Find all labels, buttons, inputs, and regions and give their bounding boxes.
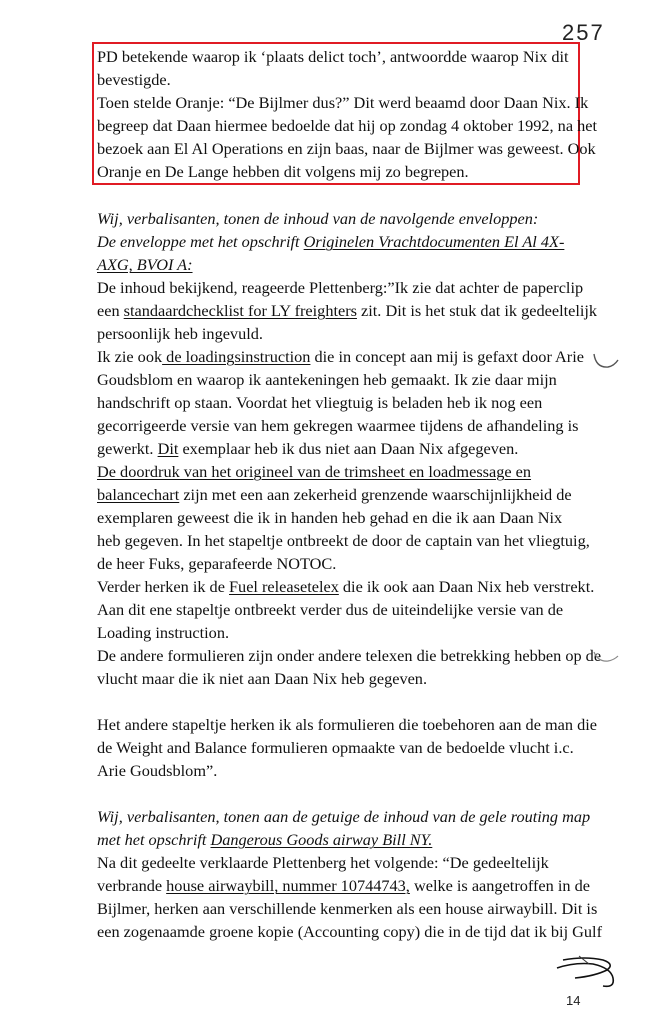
text-line-underlined: De doordruk van het origineel van de trimsheet en loadmessage en: [97, 462, 532, 481]
margin-check-mark-icon: [592, 350, 622, 374]
text-line: Bijlmer, herken aan verschillende kenmerken als een house airwaybill. Dit is: [97, 899, 598, 918]
text-line: de Weight and Balance formulieren opmaakte van de bedoelde vlucht i.c.: [97, 738, 574, 757]
underlined-term: standaardchecklist for LY freighters: [123, 301, 357, 320]
text-line: Het andere stapeltje herken ik als formulieren die toebehoren aan de man die: [97, 715, 597, 734]
text-line: vlucht maar die ik niet aan Daan Nix heb gegeven.: [97, 669, 428, 688]
text-line: [97, 485, 572, 505]
text-line: De andere formulieren zijn onder andere telexen die betrekking hebben op de: [97, 646, 602, 665]
routing-map-heading: [97, 830, 432, 850]
text: die in concept aan mij is gefaxt door Arie: [310, 347, 584, 366]
text: zijn met een aan zekerheid grenzende waarschijnlijkheid de: [179, 485, 572, 504]
underlined-title: Originelen Vrachtdocumenten El Al 4X-: [303, 232, 565, 251]
verbalisanten-intro: Wij, verbalisanten, tonen aan de getuige de inhoud van de gele routing map: [97, 807, 591, 826]
text: welke is aangetroffen in de: [409, 876, 590, 895]
text-line: [97, 577, 594, 597]
text-line: [97, 439, 518, 459]
text-line: de heer Fuks, geparafeerde NOTOC.: [97, 554, 337, 573]
text: exemplaar heb ik dus niet aan Daan Nix afgegeven.: [178, 439, 519, 458]
underlined-term: house airwaybill, nummer 10744743,: [166, 876, 410, 895]
envelope-heading-cont: [97, 255, 193, 275]
text-line: persoonlijk heb ingevuld.: [97, 324, 263, 343]
underlined-term: Dit: [157, 439, 179, 458]
text-line: De inhoud bekijkend, reageerde Plettenberg:”Ik zie dat achter de paperclip: [97, 278, 584, 297]
text-line: Arie Goudsblom”.: [97, 761, 218, 780]
text-line: exemplaren geweest die ik in handen heb gehad en die ik aan Daan Nix: [97, 508, 563, 527]
text-line: Oranje en De Lange hebben dit volgens mij zo begrepen.: [97, 162, 469, 181]
text: een: [97, 301, 124, 320]
text: zit. Dit is het stuk dat ik gedeeltelijk: [356, 301, 598, 320]
page-number: 14: [566, 993, 581, 1008]
envelope-heading: [97, 232, 564, 252]
text: met het opschrift: [97, 830, 211, 849]
text: Verder herken ik de: [97, 577, 229, 596]
page-stamp: 257: [562, 20, 605, 45]
text-line: [97, 347, 584, 367]
text-line: bevestigde.: [97, 70, 171, 89]
text: gewerkt.: [97, 439, 158, 458]
text-line: bezoek aan El Al Operations en zijn baas, naar de Bijlmer was geweest. Ook: [97, 139, 596, 158]
text-line: Loading instruction.: [97, 623, 230, 642]
text-line: gecorrigeerde versie van hem gekregen waarmee tijdens de afhandeling is: [97, 416, 579, 435]
underlined-term: de loadingsinstruction: [162, 347, 311, 366]
text-line: Toen stelde Oranje: “De Bijlmer dus?” Dit werd beaamd door Daan Nix. Ik: [97, 93, 589, 112]
text-line: een zogenaamde groene kopie (Accounting copy) die in de tijd dat ik bij Gulf: [97, 922, 603, 941]
text: De enveloppe met het opschrift: [97, 232, 304, 251]
verbalisanten-intro: Wij, verbalisanten, tonen de inhoud van de navolgende enveloppen:: [97, 209, 539, 228]
text-line: Goudsblom en waarop ik aantekeningen heb gemaakt. Ik zie daar mijn: [97, 370, 557, 389]
text: verbrande: [97, 876, 167, 895]
underlined-term: Fuel releasetelex: [229, 577, 339, 596]
text-line: handschrift op staan. Voordat het vliegtuig is beladen heb ik nog een: [97, 393, 543, 412]
text-line: [97, 876, 590, 896]
text: die ik ook aan Daan Nix heb verstrekt.: [338, 577, 595, 596]
signature-initials-icon: [555, 950, 619, 992]
underlined-title: AXG, BVOI A:: [97, 255, 193, 274]
text-line: Na dit gedeelte verklaarde Plettenberg het volgende: “De gedeeltelijk: [97, 853, 549, 872]
text-line: PD betekende waarop ik ‘plaats delict toch’, antwoordde waarop Nix dit: [97, 47, 569, 66]
margin-check-mark-icon: [592, 648, 622, 668]
text-line: begreep dat Daan hiermee bedoelde dat hij op zondag 4 oktober 1992, na het: [97, 116, 598, 135]
underlined-term: balancechart: [97, 485, 180, 504]
underlined-title: Dangerous Goods airway Bill NY.: [210, 830, 433, 849]
text-line: Aan dit ene stapeltje ontbreekt verder dus de uiteindelijke versie van de: [97, 600, 564, 619]
text-line: heb gegeven. In het stapeltje ontbreekt de door de captain van het vliegtuig,: [97, 531, 590, 550]
text: Ik zie ook: [97, 347, 163, 366]
text-line: [97, 301, 597, 321]
